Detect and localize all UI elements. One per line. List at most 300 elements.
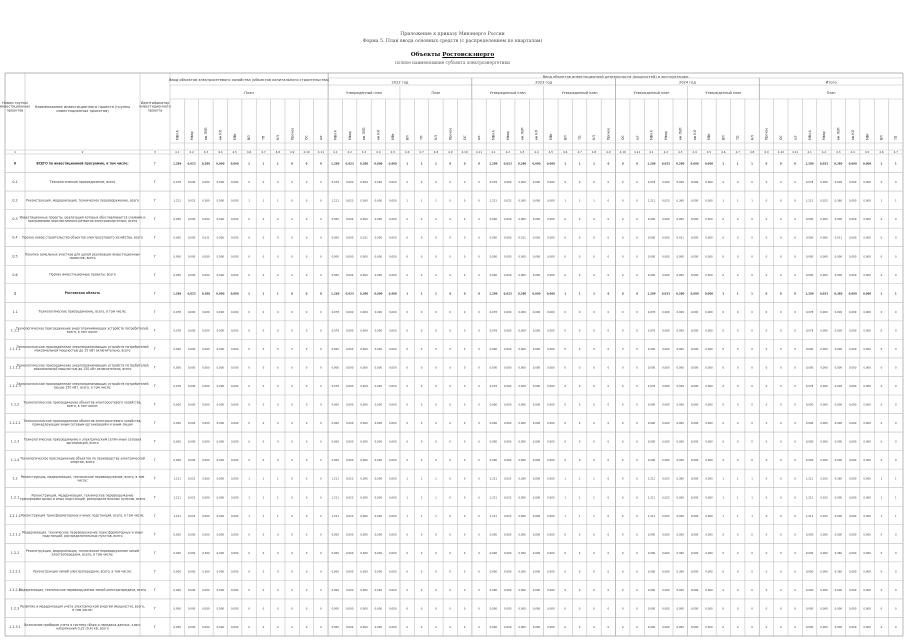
cell-17-30: 0: [607, 477, 610, 481]
cell-15-25: 0,000: [532, 440, 541, 444]
cell-12-14: 0,000: [374, 385, 383, 389]
cell-4-27: 0: [564, 236, 567, 240]
cell-2-48: 0,000: [863, 199, 871, 203]
cell-7-47: 0,000: [848, 292, 857, 296]
cell-5-22: 0,000: [489, 255, 498, 259]
cell-24-30: 0: [607, 607, 610, 611]
cell-1-11: 0,078: [331, 181, 340, 185]
cell-6-46: 0,000: [834, 273, 843, 277]
cell-19-13: 0,000: [360, 514, 368, 518]
cell-5-23: 0,000: [504, 255, 512, 259]
cell-5-3: 0,000: [216, 255, 225, 259]
cell-11-4: 0,000: [230, 366, 239, 370]
cell-13-5: 0: [248, 403, 250, 407]
cell-3-22: 0,000: [489, 218, 498, 222]
cell-20-42: 0: [780, 533, 782, 537]
header-colnum-40: 4.8: [749, 150, 755, 154]
cell-6-35: 0,000: [676, 273, 684, 277]
cell-16-33: 0,000: [647, 459, 656, 463]
cell-0-48: 0,000: [862, 162, 872, 166]
cell-1-26: 0,000: [547, 181, 555, 185]
cell-7-15: 0,000: [388, 292, 397, 296]
cell-9-12: 0,000: [345, 329, 354, 333]
cell-15-38: 0: [722, 440, 725, 444]
cell-4-15: 0,000: [389, 236, 397, 240]
cell-23-49: 0: [880, 588, 883, 592]
row-id-21: Г: [153, 550, 157, 555]
cell-21-39: 0: [736, 551, 739, 555]
cell-1-29: 0: [593, 181, 595, 185]
header-colnum-44: 4.1: [807, 150, 812, 154]
cell-21-30: 0: [607, 551, 610, 555]
cell-23-4: 0,000: [230, 588, 239, 592]
cell-17-32: 0: [636, 477, 638, 481]
cell-22-30: 0: [607, 570, 610, 574]
cell-0-33: 1,289: [647, 162, 656, 166]
cell-11-14: 0,000: [374, 366, 383, 370]
cell-2-8: 0: [291, 199, 293, 203]
cell-16-27: 0: [564, 459, 567, 463]
cell-20-25: 0,000: [532, 533, 541, 537]
cell-12-31: 0: [621, 385, 624, 389]
header-col-name-line: Наименование инвестиционного проекта (группы: [34, 105, 131, 110]
header-unit-50: ТП: [894, 135, 899, 140]
cell-10-50: 0: [894, 347, 897, 351]
cell-14-7: 0: [276, 422, 279, 426]
cell-18-33: 1,211: [647, 496, 656, 500]
cell-10-19: 0: [449, 347, 452, 351]
cell-23-19: 0: [449, 588, 452, 592]
cell-24-48: 0,000: [863, 607, 871, 611]
cell-3-43: 0: [794, 218, 797, 222]
cell-13-17: 0: [420, 403, 423, 407]
row-name-15: [23, 438, 142, 446]
cell-12-3: 0,000: [216, 385, 225, 389]
cell-7-40: 1: [751, 292, 753, 296]
cell-2-11: 1,211: [331, 199, 340, 203]
header-colnum-46: 4.3: [836, 150, 841, 154]
cell-6-39: 0: [736, 273, 739, 277]
cell-3-31: 0: [621, 218, 624, 222]
row-name-25-line: напряжения 0,22 (0,4) кВ, всего: [56, 626, 109, 631]
cell-5-13: 0,000: [360, 255, 368, 259]
row-id-9: Г: [153, 328, 157, 333]
cell-11-2: 0,000: [202, 366, 210, 370]
header-unit-45: Мвар: [822, 131, 827, 140]
cell-9-33: 0,078: [647, 329, 656, 333]
cell-23-29: 0: [593, 588, 595, 592]
header-colnum-left-2: 3: [154, 150, 156, 154]
cell-24-1: 0,000: [187, 607, 196, 611]
cell-9-5: 0: [248, 329, 250, 333]
cell-7-32: 0: [636, 292, 639, 296]
row-num-18: 1.2.1: [10, 495, 20, 500]
cell-2-27: 1: [564, 199, 567, 203]
row-id-1: Г: [153, 180, 157, 185]
header-year-3: Итого: [825, 80, 837, 85]
doc-line-2: Форма 5. План ввода основных средств (с распределением по кварталам): [362, 39, 543, 44]
cell-13-20: 0: [463, 403, 466, 407]
cell-0-40: 1: [751, 162, 753, 166]
cell-18-43: 0: [794, 496, 797, 500]
header-colnum-left-1: 2: [81, 150, 84, 154]
cell-7-12: 0,023: [345, 292, 354, 296]
cell-16-36: 0,000: [690, 459, 699, 463]
cell-20-11: 0,000: [331, 533, 340, 537]
cell-24-37: 0,000: [705, 607, 713, 611]
cell-6-27: 0: [564, 273, 567, 277]
cell-25-25: 0,000: [532, 626, 541, 630]
cell-22-32: 0: [636, 570, 638, 574]
cell-9-28: 0: [578, 329, 581, 333]
cell-4-50: 0: [894, 236, 897, 240]
cell-2-43: 0: [794, 199, 797, 203]
cell-16-7: 0: [276, 459, 279, 463]
cell-17-50: 1: [894, 477, 897, 481]
cell-9-18: 0: [435, 329, 437, 333]
cell-0-45: 0,023: [819, 162, 829, 166]
cell-14-45: 0,000: [820, 422, 828, 426]
cell-16-5: 0: [248, 459, 250, 463]
cell-14-24: 0,000: [518, 422, 526, 426]
cell-18-5: 1: [248, 496, 250, 500]
cell-17-12: 0,023: [345, 477, 354, 481]
cell-14-39: 0: [736, 422, 739, 426]
cell-5-5: 0: [248, 255, 250, 259]
cell-15-45: 0,000: [820, 440, 828, 444]
cell-11-18: 0: [435, 366, 437, 370]
cell-15-41: 0: [765, 440, 768, 444]
cell-13-37: 0,000: [705, 403, 713, 407]
cell-25-35: 0,000: [676, 626, 684, 630]
header-unit-21: шт.: [477, 134, 482, 140]
cell-7-28: 1: [578, 292, 581, 296]
cell-9-43: 0: [794, 329, 797, 333]
cell-2-17: 1: [420, 199, 423, 203]
cell-5-29: 0: [593, 255, 595, 259]
header-unit-19: Прочее: [448, 127, 453, 140]
cell-23-20: 0: [463, 588, 466, 592]
cell-15-1: 0,000: [187, 440, 196, 444]
cell-5-48: 0,000: [863, 255, 871, 259]
row-name-23-line: Модернизация, техническое перевооружение линий электропередачи, всего: [18, 587, 147, 592]
cell-11-42: 0: [780, 366, 782, 370]
cell-0-16: 1: [406, 162, 409, 166]
cell-6-10: 0: [320, 273, 322, 277]
cell-16-0: 0,000: [173, 459, 181, 463]
cell-23-30: 0: [607, 588, 610, 592]
header-colnum-2: 4.3: [203, 150, 209, 154]
cell-21-18: 0: [435, 551, 437, 555]
cell-22-38: 0: [722, 570, 725, 574]
header-unit-22: МВ×А: [491, 130, 496, 140]
header-colnum-33: 4.1: [649, 150, 654, 154]
cell-17-14: 0,000: [374, 477, 383, 481]
cell-9-39: 0: [736, 329, 739, 333]
cell-9-14: 0,000: [374, 329, 383, 333]
cell-6-38: 0: [722, 273, 725, 277]
row-num-0: 0: [13, 161, 17, 166]
row-name-3: [20, 215, 146, 223]
cell-0-7: 1: [276, 162, 279, 166]
cell-14-36: 0,000: [690, 422, 699, 426]
cell-18-37: 0,000: [705, 496, 713, 500]
cell-13-29: 0: [593, 403, 595, 407]
cell-1-48: 0,000: [863, 181, 871, 185]
cell-16-13: 0,000: [360, 459, 368, 463]
cell-12-43: 0: [794, 385, 797, 389]
cell-1-0: 0,078: [173, 181, 181, 185]
cell-20-13: 0,000: [360, 533, 368, 537]
cell-12-17: 0: [420, 385, 423, 389]
cell-21-9: 0: [305, 551, 308, 555]
cell-7-49: 1: [880, 292, 883, 296]
header-colnum-20: 4.10: [461, 150, 468, 154]
cell-15-31: 0: [621, 440, 624, 444]
cell-24-7: 0: [276, 607, 279, 611]
row-id-8: Г: [153, 309, 157, 314]
header-unit-5: ВЛ: [247, 135, 252, 140]
header-colnum-23: 4.2: [505, 150, 510, 154]
cell-13-9: 0: [305, 403, 308, 407]
header-sub-pred-2: Утвержденный план: [705, 91, 742, 95]
cell-20-26: 0,000: [547, 533, 555, 537]
cell-15-21: 0: [478, 440, 480, 444]
cell-22-39: 0: [736, 570, 739, 574]
cell-16-6: 0: [262, 459, 265, 463]
cell-8-10: 0: [320, 310, 322, 314]
cell-15-22: 0,000: [489, 440, 498, 444]
cell-12-7: 0: [276, 385, 279, 389]
row-name-9-line: всего, в том числе:: [66, 330, 99, 335]
cell-6-36: 0,000: [690, 273, 699, 277]
cell-15-47: 0,000: [848, 440, 857, 444]
cell-4-6: 0: [262, 236, 265, 240]
cell-10-48: 0,000: [863, 347, 871, 351]
cell-12-35: 0,009: [676, 385, 684, 389]
cell-24-36: 0,000: [690, 607, 699, 611]
cell-5-4: 0,000: [230, 255, 239, 259]
cell-11-1: 0,000: [187, 366, 196, 370]
cell-22-15: 0,000: [389, 570, 397, 574]
cell-19-48: 0,000: [863, 514, 871, 518]
cell-5-34: 0,000: [662, 255, 670, 259]
cell-3-17: 0: [420, 218, 423, 222]
cell-3-7: 0: [276, 218, 279, 222]
cell-6-5: 0: [248, 273, 250, 277]
cell-17-16: 1: [406, 477, 408, 481]
row-name-4: [22, 236, 143, 240]
cell-10-30: 0: [607, 347, 610, 351]
cell-19-23: 0,023: [504, 514, 512, 518]
cell-8-37: 0,000: [705, 310, 713, 314]
cell-6-41: 0: [765, 273, 768, 277]
row-id-6: Г: [153, 272, 157, 277]
row-id-2: Г: [153, 198, 157, 203]
cell-6-13: 0,000: [360, 273, 368, 277]
cell-10-13: 0,000: [360, 347, 368, 351]
cell-21-42: 0: [780, 551, 782, 555]
cell-8-6: 0: [262, 310, 265, 314]
row-name-19: [21, 514, 145, 518]
cell-6-25: 0,000: [532, 273, 541, 277]
cell-20-29: 0: [593, 533, 595, 537]
header-unit-12: Мвар: [347, 131, 352, 140]
cell-4-10: 0: [320, 236, 322, 240]
cell-15-42: 0: [780, 440, 782, 444]
cell-24-14: 0,000: [374, 607, 383, 611]
cell-8-4: 0,000: [230, 310, 239, 314]
cell-15-5: 0: [248, 440, 250, 444]
cell-17-3: 0,000: [216, 477, 225, 481]
row-id-23: Г: [153, 587, 157, 592]
cell-3-6: 0: [262, 218, 265, 222]
cell-1-7: 0: [276, 181, 279, 185]
cell-0-24: 0,380: [518, 162, 527, 166]
cell-24-11: 0,000: [331, 607, 340, 611]
cell-3-26: 0,000: [547, 218, 555, 222]
cell-16-49: 0: [880, 459, 883, 463]
cell-5-17: 0: [420, 255, 423, 259]
cell-5-25: 0,000: [532, 255, 541, 259]
cell-19-33: 1,211: [647, 514, 656, 518]
cell-25-19: 0: [449, 626, 452, 630]
cell-0-47: 0,000: [848, 162, 857, 166]
cell-7-42: 0: [779, 292, 782, 296]
cell-0-25: 0,000: [532, 162, 541, 166]
cell-11-36: 0,000: [690, 366, 699, 370]
cell-6-3: 0,000: [216, 273, 225, 277]
cell-5-9: 0: [305, 255, 308, 259]
cell-5-19: 0: [449, 255, 452, 259]
cell-20-23: 0,000: [504, 533, 512, 537]
cell-20-0: 0,000: [173, 533, 181, 537]
header-unit-3: км КЛ: [218, 129, 223, 140]
cell-4-32: 0: [636, 236, 638, 240]
header-colnum-0: 4.1: [174, 150, 180, 154]
row-name-21: [26, 549, 139, 557]
cell-25-0: 0,000: [173, 626, 181, 630]
cell-11-6: 0: [262, 366, 265, 370]
cell-1-25: 0,000: [532, 181, 541, 185]
row-id-22: Г: [153, 569, 157, 574]
cell-15-0: 0,000: [173, 440, 181, 444]
header-unit-2: км ЛЭП: [204, 127, 209, 140]
cell-10-9: 0: [305, 347, 308, 351]
cell-25-21: 0: [478, 626, 480, 630]
cell-9-25: 0,000: [532, 329, 541, 333]
cell-12-1: 0,000: [187, 385, 196, 389]
header-colnum-47: 4.4: [850, 150, 855, 154]
cell-23-28: 0: [578, 588, 581, 592]
row-name-13-line: Технологическое присоединение объектов электросетевого хозяйства,: [23, 400, 142, 405]
cell-19-38: 1: [722, 514, 725, 518]
cell-7-17: 1: [420, 292, 423, 296]
cell-20-36: 0,000: [690, 533, 699, 537]
cell-17-33: 1,211: [647, 477, 656, 481]
header-unit-7: КЛ: [275, 135, 280, 140]
cell-3-49: 0: [880, 218, 883, 222]
cell-12-45: 0,000: [820, 385, 828, 389]
cell-8-42: 0: [780, 310, 782, 314]
cell-22-48: 0,000: [863, 570, 871, 574]
header-col-id-line: Идентификатор: [140, 100, 170, 105]
cell-0-44: 1,289: [805, 162, 814, 166]
cell-10-6: 0: [262, 347, 265, 351]
cell-18-40: 1: [751, 496, 753, 500]
cell-3-18: 0: [435, 218, 437, 222]
cell-7-33: 1,289: [647, 292, 656, 296]
cell-22-16: 0: [406, 570, 408, 574]
cell-13-2: 0,000: [202, 403, 210, 407]
cell-11-48: 0,000: [863, 366, 871, 370]
cell-11-46: 0,000: [834, 366, 843, 370]
cell-24-26: 0,000: [547, 607, 555, 611]
cell-25-2: 0,000: [202, 626, 210, 630]
row-name-10-line: максимальной мощностью до 15 кВт включительно, всего: [34, 348, 131, 353]
header-colnum-3: 4.4: [218, 150, 223, 154]
cell-1-23: 0,000: [504, 181, 512, 185]
cell-1-45: 0,000: [820, 181, 828, 185]
cell-1-8: 0: [291, 181, 293, 185]
cell-17-34: 0,023: [662, 477, 670, 481]
cell-23-9: 0: [305, 588, 308, 592]
cell-14-29: 0: [593, 422, 595, 426]
cell-24-39: 0: [736, 607, 739, 611]
cell-14-1: 0,000: [187, 422, 196, 426]
cell-12-34: 0,000: [662, 385, 670, 389]
cell-11-19: 0: [449, 366, 452, 370]
cell-12-4: 0,000: [230, 385, 239, 389]
cell-11-28: 0: [578, 366, 581, 370]
cell-5-43: 0: [794, 255, 797, 259]
cell-6-31: 0: [621, 273, 624, 277]
cell-16-10: 0: [320, 459, 322, 463]
cell-20-35: 0,000: [676, 533, 684, 537]
cell-4-44: 0,000: [805, 236, 814, 240]
cell-10-8: 0: [291, 347, 293, 351]
cell-11-44: 0,000: [805, 366, 814, 370]
cell-19-40: 1: [751, 514, 753, 518]
cell-25-47: 0,000: [848, 626, 857, 630]
cell-14-26: 0,000: [547, 422, 555, 426]
cell-19-34: 0,023: [662, 514, 670, 518]
cell-24-21: 0: [478, 607, 480, 611]
cell-15-26: 0,000: [547, 440, 555, 444]
row-name-16-line: Технологическое присоединение объектов по производству электрической: [20, 456, 145, 461]
cell-9-6: 0: [262, 329, 265, 333]
cell-25-45: 0,000: [820, 626, 828, 630]
cell-19-47: 0,000: [848, 514, 857, 518]
cell-6-37: 0,000: [705, 273, 713, 277]
cell-22-49: 0: [880, 570, 883, 574]
header-colnum-5: 4.6: [246, 150, 252, 154]
row-name-11-line: Технологическое присоединение энергопринимающих устройств потребителей: [16, 363, 149, 368]
cell-4-5: 0: [248, 236, 250, 240]
cell-12-29: 0: [593, 385, 595, 389]
cell-23-50: 0: [894, 588, 897, 592]
cell-15-6: 0: [262, 440, 265, 444]
cell-5-27: 0: [564, 255, 567, 259]
cell-14-28: 0: [578, 422, 581, 426]
cell-4-34: 0,000: [662, 236, 670, 240]
cell-15-37: 0,000: [705, 440, 713, 444]
cell-0-43: 0: [794, 162, 797, 166]
cell-17-41: 0: [765, 477, 768, 481]
header-colnum-19: 4.9: [448, 150, 453, 154]
cell-21-47: 0,000: [848, 551, 857, 555]
doc-line-1: Приложение к приказу Минэнерго России: [400, 32, 505, 37]
